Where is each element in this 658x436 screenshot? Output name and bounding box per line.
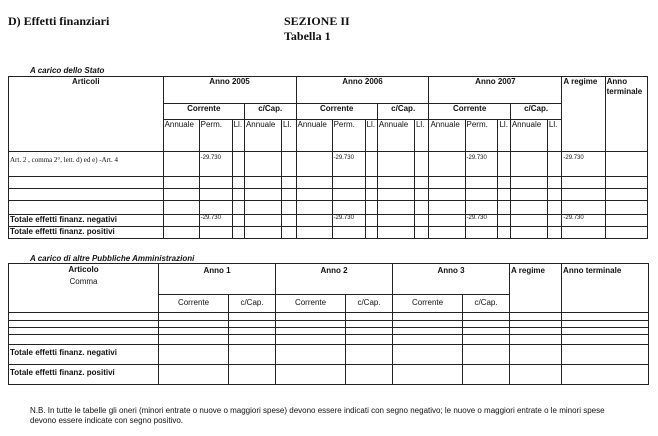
row-label: Totale effetti finanz. negativi <box>9 215 164 227</box>
h-corrente-2005: Corrente <box>163 104 244 120</box>
h-annuale: Annuale <box>510 120 547 152</box>
section-label: D) Effetti finanziari <box>8 14 110 28</box>
h-annuale: Annuale <box>377 120 414 152</box>
cell-value: -29.730 <box>465 152 498 177</box>
cell-value: -29.730 <box>199 152 232 177</box>
table-title: Tabella 1 <box>284 29 331 43</box>
total-negative-row <box>9 345 649 365</box>
h-li: Ll. <box>282 120 296 152</box>
h-ccap-2007: c/Cap. <box>510 104 562 120</box>
cell-value: -29.730 <box>465 215 498 227</box>
total-positive-row <box>9 365 649 385</box>
section-heading <box>284 14 350 44</box>
table2-caption: A carico di altre Pubbliche Amministrazioni <box>30 254 195 263</box>
cell-value: -29.730 <box>562 152 605 177</box>
col-anno-terminale: Anno terminale <box>605 77 647 152</box>
h-annuale: Annuale <box>429 120 465 152</box>
h-li: Ll. <box>232 120 244 152</box>
cell-value: -29.730 <box>332 215 365 227</box>
h-corrente: Corrente <box>159 295 229 313</box>
row-label: Totale effetti finanz. positivi <box>9 227 164 239</box>
h-li: Ll. <box>365 120 377 152</box>
cell-value: -29.730 <box>199 215 232 227</box>
year-3: Anno 3 <box>393 264 510 295</box>
h-li: Ll. <box>547 120 561 152</box>
h-annuale: Annuale <box>296 120 332 152</box>
h-annuale: Annuale <box>163 120 199 152</box>
year-2: Anno 2 <box>276 264 393 295</box>
row-label: Totale effetti finanz. negativi <box>9 345 159 365</box>
table1-caption: A carico dello Stato <box>30 66 105 75</box>
table-row <box>9 328 649 335</box>
h-ccap: c/Cap. <box>229 295 276 313</box>
h-corrente-2006: Corrente <box>296 104 377 120</box>
h-corrente-2007: Corrente <box>429 104 510 120</box>
col-anno-terminale: Anno terminale <box>562 264 649 313</box>
table-row <box>9 201 648 215</box>
year-1: Anno 1 <box>159 264 276 295</box>
footnote: N.B. In tutte le tabelle gli oneri (minori entrate o nuove o maggiori spese) devono essere indicati con segno negativo; le nuove o maggiori entrate o le minori spese devono essere indicate con segno positivo. <box>30 406 605 425</box>
total-negative-row <box>9 215 648 227</box>
h-li: Ll. <box>414 120 428 152</box>
table-row <box>9 321 649 328</box>
table-altre-pa <box>8 263 649 385</box>
h-li: Ll. <box>498 120 510 152</box>
year-2005: Anno 2005 <box>163 77 296 104</box>
row-label: Art. 2 , comma 2°, lett. d) ed e) -Art. 4 <box>9 152 164 177</box>
h-corrente: Corrente <box>276 295 346 313</box>
h-perm: Perm. <box>465 120 498 152</box>
table-row <box>9 189 648 201</box>
h-ccap-2005: c/Cap. <box>244 104 296 120</box>
table-row <box>9 335 649 345</box>
h-ccap: c/Cap. <box>346 295 393 313</box>
row-label: Totale effetti finanz. positivi <box>9 365 159 385</box>
section-title: SEZIONE II <box>284 14 350 28</box>
col-a-regime: A regime <box>510 264 562 313</box>
col-articoli: Articoli <box>9 77 164 152</box>
h-ccap-2006: c/Cap. <box>377 104 429 120</box>
total-positive-row <box>9 227 648 239</box>
table-row <box>9 313 649 321</box>
table-row <box>9 177 648 189</box>
col-a-regime: A regime <box>562 77 605 152</box>
h-annuale: Annuale <box>244 120 281 152</box>
table-row <box>9 152 648 177</box>
col-articolo: Articolo <box>68 265 99 274</box>
col-comma: Comma <box>69 277 98 286</box>
h-perm: Perm. <box>199 120 232 152</box>
table-stato <box>8 76 648 239</box>
cell-value: -29.730 <box>332 152 365 177</box>
cell-value: -29.730 <box>562 215 605 227</box>
year-2007: Anno 2007 <box>429 77 562 104</box>
h-perm: Perm. <box>332 120 365 152</box>
year-2006: Anno 2006 <box>296 77 429 104</box>
h-corrente: Corrente <box>393 295 463 313</box>
col-articolo-comma <box>9 264 159 313</box>
h-ccap: c/Cap. <box>463 295 510 313</box>
